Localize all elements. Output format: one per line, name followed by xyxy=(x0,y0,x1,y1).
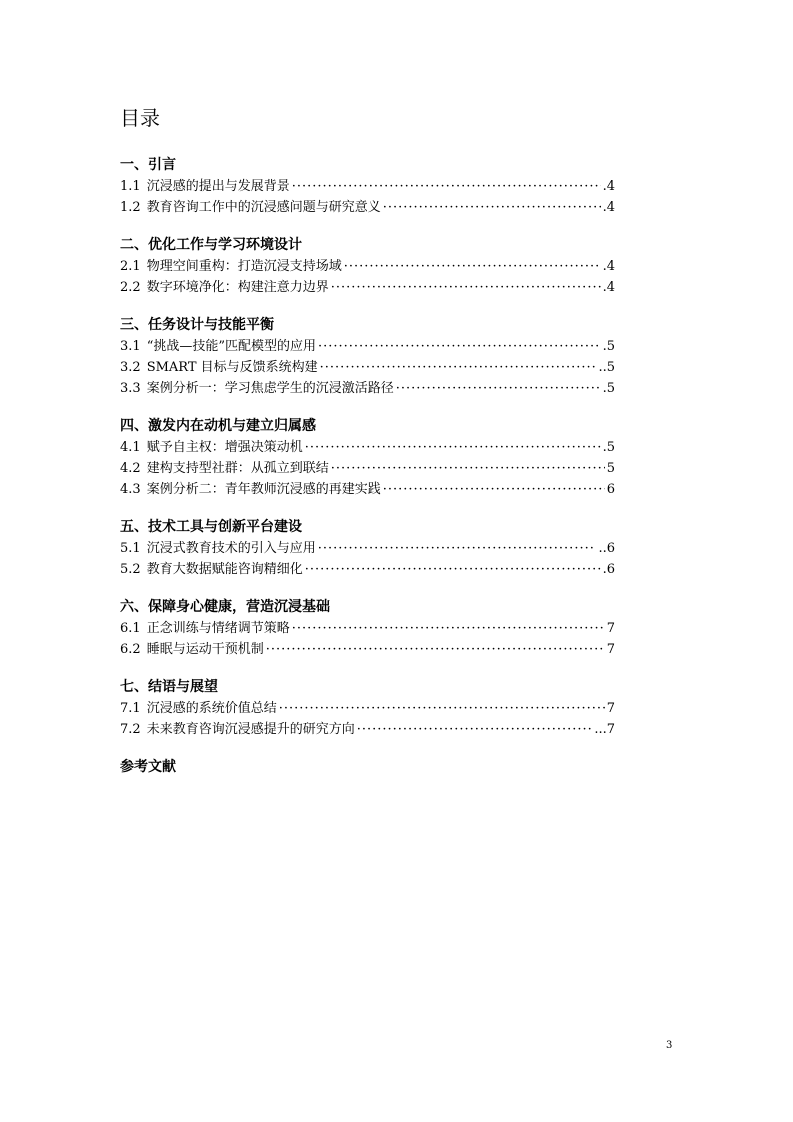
entry-label: 教育大数据赋能咨询精细化 xyxy=(146,562,303,577)
toc-entry[interactable] xyxy=(120,357,615,378)
entry-label: 物理空间重构：打造沉浸支持场域 xyxy=(146,259,342,274)
entry-label: 沉浸感的提出与发展背景 xyxy=(146,179,290,194)
entry-label: 睡眠与运动干预机制 xyxy=(146,642,264,657)
entry-number: 5.2 xyxy=(120,562,141,577)
toc-section xyxy=(120,154,615,218)
toc-entry[interactable] xyxy=(120,479,615,500)
toc-entry[interactable] xyxy=(120,618,615,639)
section-heading[interactable]: 六、保障身心健康，营造沉浸基础 xyxy=(120,599,330,615)
section-heading[interactable]: 七、结语与展望 xyxy=(120,679,218,695)
toc-section xyxy=(120,516,615,580)
dot-leader xyxy=(305,559,601,580)
entry-page: 7 xyxy=(606,621,615,636)
toc-section xyxy=(120,415,615,500)
toc-title: 目录 xyxy=(120,106,160,130)
page-number: 3 xyxy=(666,1040,673,1051)
entry-page: .4 xyxy=(602,200,615,215)
entry-page: .5 xyxy=(602,440,615,455)
entry-number: 3.3 xyxy=(120,381,141,396)
entry-page: 5 xyxy=(606,461,615,476)
entry-number: 3.1 xyxy=(120,339,141,354)
entry-label: “挑战—技能”匹配模型的应用 xyxy=(146,339,316,354)
entry-number: 1.2 xyxy=(120,200,141,215)
entry-page: 6 xyxy=(606,482,615,497)
dot-leader xyxy=(331,458,605,479)
section-heading[interactable]: 四、激发内在动机与建立归属感 xyxy=(120,418,316,434)
toc-entry[interactable] xyxy=(120,336,615,357)
entry-number: 5.1 xyxy=(120,541,141,556)
toc-entry[interactable] xyxy=(120,719,615,740)
toc-entry[interactable] xyxy=(120,277,615,298)
dot-leader xyxy=(383,197,601,218)
toc-entry[interactable] xyxy=(120,538,615,559)
entry-number: 6.1 xyxy=(120,621,141,636)
dot-leader xyxy=(266,639,605,660)
toc-entry[interactable] xyxy=(120,256,615,277)
entry-number: 3.2 xyxy=(120,360,141,375)
dot-leader xyxy=(383,479,605,500)
entry-page: 7 xyxy=(606,701,615,716)
dot-leader xyxy=(320,357,597,378)
entry-page: ...7 xyxy=(594,722,615,737)
entry-page: ..6 xyxy=(598,541,615,556)
entry-label: 赋予自主权：增强决策动机 xyxy=(146,440,303,455)
entry-label: 沉浸式教育技术的引入与应用 xyxy=(146,541,316,556)
dot-leader xyxy=(318,538,597,559)
section-heading[interactable]: 三、任务设计与技能平衡 xyxy=(120,317,274,333)
toc-entry[interactable] xyxy=(120,698,615,719)
toc-entry[interactable] xyxy=(120,176,615,197)
entry-page: 7 xyxy=(606,642,615,657)
toc-section xyxy=(120,596,615,660)
toc-entry[interactable] xyxy=(120,559,615,580)
entry-label: SMART 目标与反馈系统构建 xyxy=(146,360,318,375)
dot-leader xyxy=(344,256,601,277)
entry-label: 正念训练与情绪调节策略 xyxy=(146,621,290,636)
entry-label: 案例分析二：青年教师沉浸感的再建实践 xyxy=(146,482,381,497)
toc-entry[interactable] xyxy=(120,458,615,479)
dot-leader xyxy=(396,378,601,399)
entry-page: .5 xyxy=(602,339,615,354)
dot-leader xyxy=(357,719,593,740)
entry-number: 2.1 xyxy=(120,259,141,274)
entry-label: 建构支持型社群：从孤立到联结 xyxy=(146,461,329,476)
entry-page: .5 xyxy=(602,381,615,396)
toc-section xyxy=(120,676,615,740)
toc-entry[interactable] xyxy=(120,378,615,399)
entry-page: .4 xyxy=(602,259,615,274)
entry-page: .4 xyxy=(602,179,615,194)
table-of-contents xyxy=(120,154,615,778)
entry-page: .6 xyxy=(602,562,615,577)
entry-number: 6.2 xyxy=(120,642,141,657)
entry-page: .4 xyxy=(602,280,615,295)
entry-number: 2.2 xyxy=(120,280,141,295)
entry-label: 未来教育咨询沉浸感提升的研究方向 xyxy=(146,722,355,737)
toc-entry[interactable] xyxy=(120,639,615,660)
entry-number: 7.1 xyxy=(120,701,141,716)
entry-number: 1.1 xyxy=(120,179,141,194)
section-heading[interactable]: 二、优化工作与学习环境设计 xyxy=(120,237,302,253)
dot-leader xyxy=(331,277,601,298)
entry-label: 教育咨询工作中的沉浸感问题与研究意义 xyxy=(146,200,381,215)
toc-entry[interactable] xyxy=(120,437,615,458)
dot-leader xyxy=(292,176,601,197)
section-heading[interactable]: 五、技术工具与创新平台建设 xyxy=(120,519,302,535)
entry-page: ..5 xyxy=(598,360,615,375)
toc-entry[interactable] xyxy=(120,197,615,218)
dot-leader xyxy=(318,336,601,357)
toc-section xyxy=(120,234,615,298)
entry-number: 4.1 xyxy=(120,440,141,455)
entry-number: 7.2 xyxy=(120,722,141,737)
dot-leader xyxy=(279,698,605,719)
entry-number: 4.3 xyxy=(120,482,141,497)
entry-label: 案例分析一：学习焦虑学生的沉浸激活路径 xyxy=(146,381,394,396)
references-heading[interactable]: 参考文献 xyxy=(120,759,176,775)
dot-leader xyxy=(292,618,605,639)
dot-leader xyxy=(305,437,601,458)
section-heading[interactable]: 一、引言 xyxy=(120,157,176,173)
entry-label: 数字环境净化：构建注意力边界 xyxy=(146,280,329,295)
entry-number: 4.2 xyxy=(120,461,141,476)
entry-label: 沉浸感的系统价值总结 xyxy=(146,701,277,716)
toc-section xyxy=(120,314,615,399)
